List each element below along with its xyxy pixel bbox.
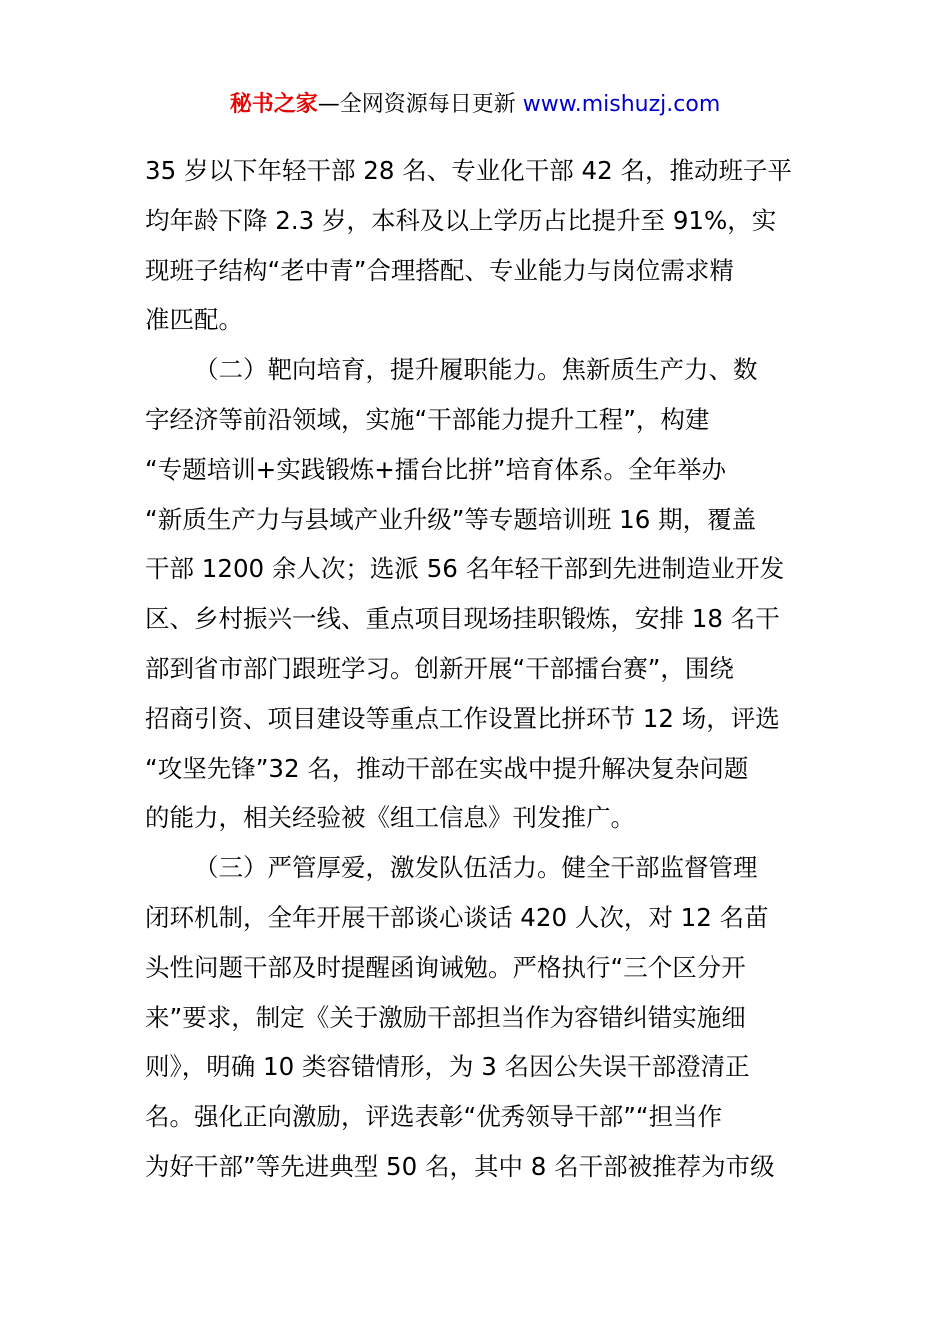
text-line: 字经济等前沿领域，实施“干部能力提升工程”，构建	[145, 404, 710, 434]
text-line: 区、乡村振兴一线、重点项目现场挂职锻炼，安排 18 名干	[145, 604, 780, 634]
site-url[interactable]: www.mishuzj.com	[522, 92, 721, 117]
text-line: 头性问题干部及时提醒函询诫勉。严格执行“三个区分开	[145, 952, 746, 982]
text-line: 则》，明确 10 类容错情形，为 3 名因公失误干部澄清正	[145, 1052, 750, 1082]
text-line: “专题培训+实践锻炼+擂台比拼”培育体系。全年举办	[145, 454, 726, 484]
text-line: 干部 1200 余人次；选派 56 名年轻干部到先进制造业开发	[145, 554, 785, 584]
text-line: 现班子结构“老中青”合理搭配、专业能力与岗位需求精	[145, 255, 734, 285]
text-line: 闭环机制，全年开展干部谈心谈话 420 人次，对 12 名苗	[145, 902, 769, 932]
text-line: “新质生产力与县域产业升级”等专题培训班 16 期，覆盖	[145, 504, 757, 534]
text-line: 准匹配。	[145, 305, 243, 335]
text-line: 均年龄下降 2.3 岁，本科及以上学历占比提升至 91%，实	[145, 205, 777, 235]
text-line: 35 岁以下年轻干部 28 名、专业化干部 42 名，推动班子平	[145, 156, 792, 185]
document-body	[145, 146, 807, 1192]
paragraph-start-line: （三）严管厚爱，激发队伍活力。健全干部监督管理	[194, 853, 758, 883]
text-line: 为好干部”等先进典型 50 名，其中 8 名干部被推荐为市级	[145, 1151, 775, 1181]
text-line: 招商引资、项目建设等重点工作设置比拼环节 12 场，评选	[145, 703, 780, 733]
text-line: 的能力，相关经验被《组工信息》刊发推广。	[145, 803, 635, 833]
text-line: 名。强化正向激励，评选表彰“优秀领导干部”“担当作	[145, 1102, 723, 1132]
site-header	[0, 88, 950, 122]
text-line: 部到省市部门跟班学习。创新开展“干部擂台赛”，围绕	[145, 653, 734, 683]
site-name: 秘书之家	[229, 92, 318, 117]
text-line: 来”要求，制定《关于激励干部担当作为容错纠错实施细	[145, 1002, 746, 1032]
site-tagline: —全网资源每日更新	[317, 92, 516, 117]
text-line: “攻坚先锋”32 名，推动干部在实战中提升解决复杂问题	[145, 753, 749, 783]
paragraph-start-line: （二）靶向培育，提升履职能力。焦新质生产力、数	[194, 355, 758, 385]
